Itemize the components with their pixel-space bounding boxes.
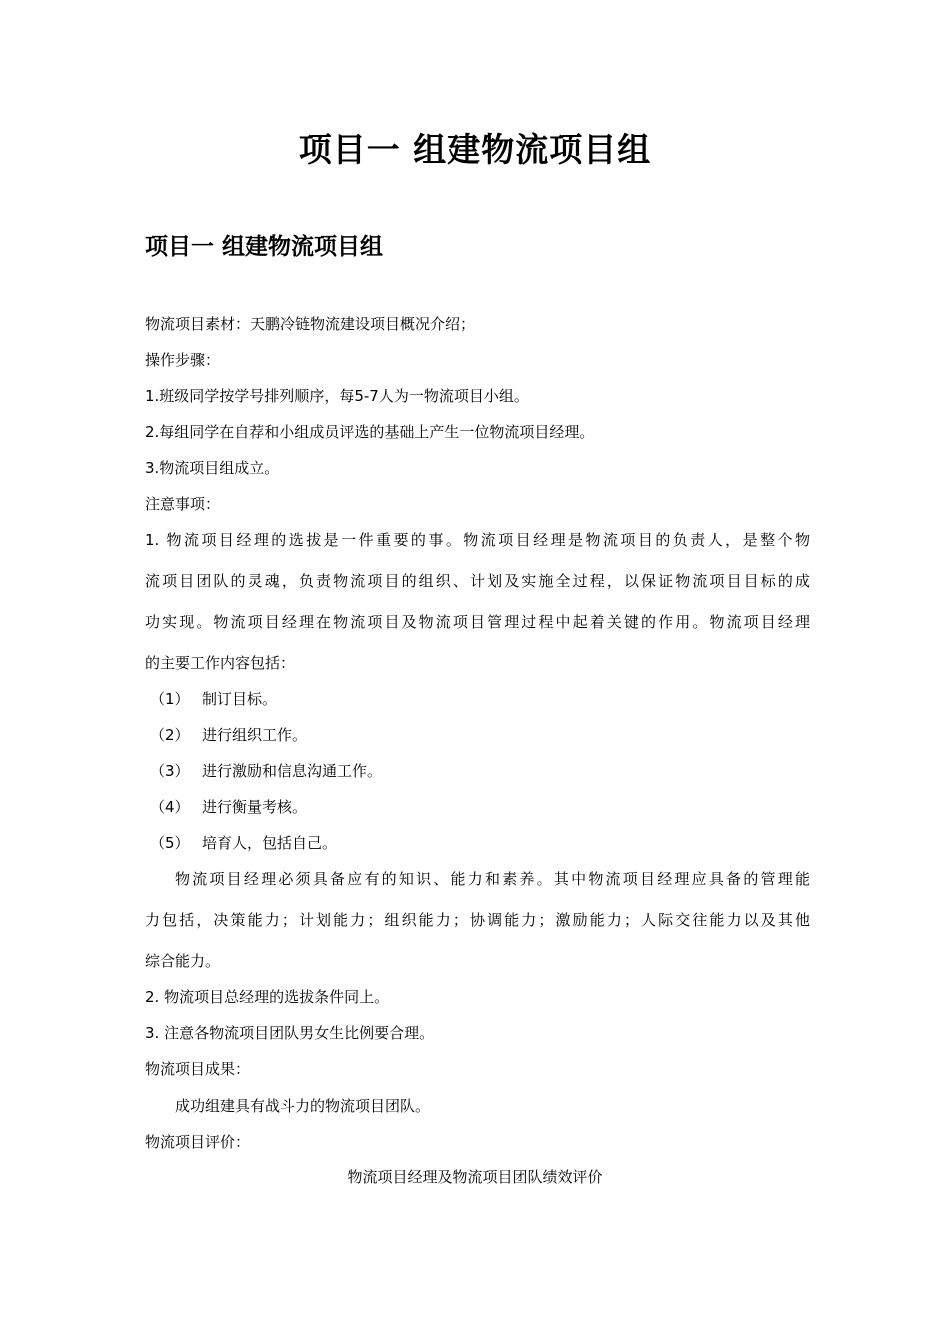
duty-item — [150, 832, 337, 854]
duty-text: 进行衡量考核。 — [202, 798, 308, 816]
note1-line: 流项目团队的灵魂，负责物流项目的组织、计划及实施全过程，以保证物流项目目标的成 — [145, 572, 810, 590]
steps-label: 操作步骤： — [145, 351, 221, 369]
step-item: 2.每组同学在自荐和小组成员评选的基础上产生一位物流项目经理。 — [145, 423, 595, 441]
duty-item — [150, 724, 307, 746]
note3-line: 3. 注意各物流项目团队男女生比例要合理。 — [145, 1024, 435, 1042]
ability-line: 综合能力。 — [145, 952, 221, 970]
notes-label: 注意事项： — [145, 495, 221, 513]
ability-line: 力包括，决策能力；计划能力；组织能力；协调能力；激励能力；人际交往能力以及其他 — [145, 911, 810, 929]
note1-line: 功实现。物流项目经理在物流项目及物流项目管理过程中起着关键的作用。物流项目经理 — [145, 613, 810, 631]
duty-item — [150, 760, 382, 782]
section-heading: 项目一 组建物流项目组 — [145, 234, 384, 260]
evaluation-table-title: 物流项目经理及物流项目团队绩效评价 — [347, 1168, 603, 1186]
note1-line: 的主要工作内容包括： — [145, 654, 296, 672]
evaluation-label: 物流项目评价： — [145, 1133, 251, 1151]
duty-number: （3） — [150, 762, 190, 780]
duty-text: 制订目标。 — [202, 690, 278, 708]
duty-item — [150, 796, 307, 818]
duty-number: （4） — [150, 798, 190, 816]
duty-text: 进行激励和信息沟通工作。 — [202, 762, 383, 780]
step-item: 1.班级同学按学号排列顺序，每5-7人为一物流项目小组。 — [145, 387, 529, 405]
duty-item — [150, 688, 277, 710]
step-item: 3.物流项目组成立。 — [145, 459, 280, 477]
duty-text: 培育人，包括自己。 — [202, 834, 338, 852]
result-label: 物流项目成果： — [145, 1060, 251, 1078]
duty-number: （1） — [150, 690, 190, 708]
ability-line: 物流项目经理必须具备应有的知识、能力和素养。其中物流项目经理应具备的管理能 — [175, 870, 810, 888]
result-text: 成功组建具有战斗力的物流项目团队。 — [175, 1097, 431, 1115]
note1-line: 1. 物流项目经理的选拔是一件重要的事。物流项目经理是物流项目的负责人，是整个物 — [145, 531, 810, 549]
duty-number: （5） — [150, 834, 190, 852]
duty-text: 进行组织工作。 — [202, 726, 308, 744]
note2-line: 2. 物流项目总经理的选拔条件同上。 — [145, 988, 390, 1006]
material-line: 物流项目素材：天鹏冷链物流建设项目概况介绍； — [145, 315, 476, 333]
document-title: 项目一 组建物流项目组 — [298, 130, 652, 169]
duty-number: （2） — [150, 726, 190, 744]
